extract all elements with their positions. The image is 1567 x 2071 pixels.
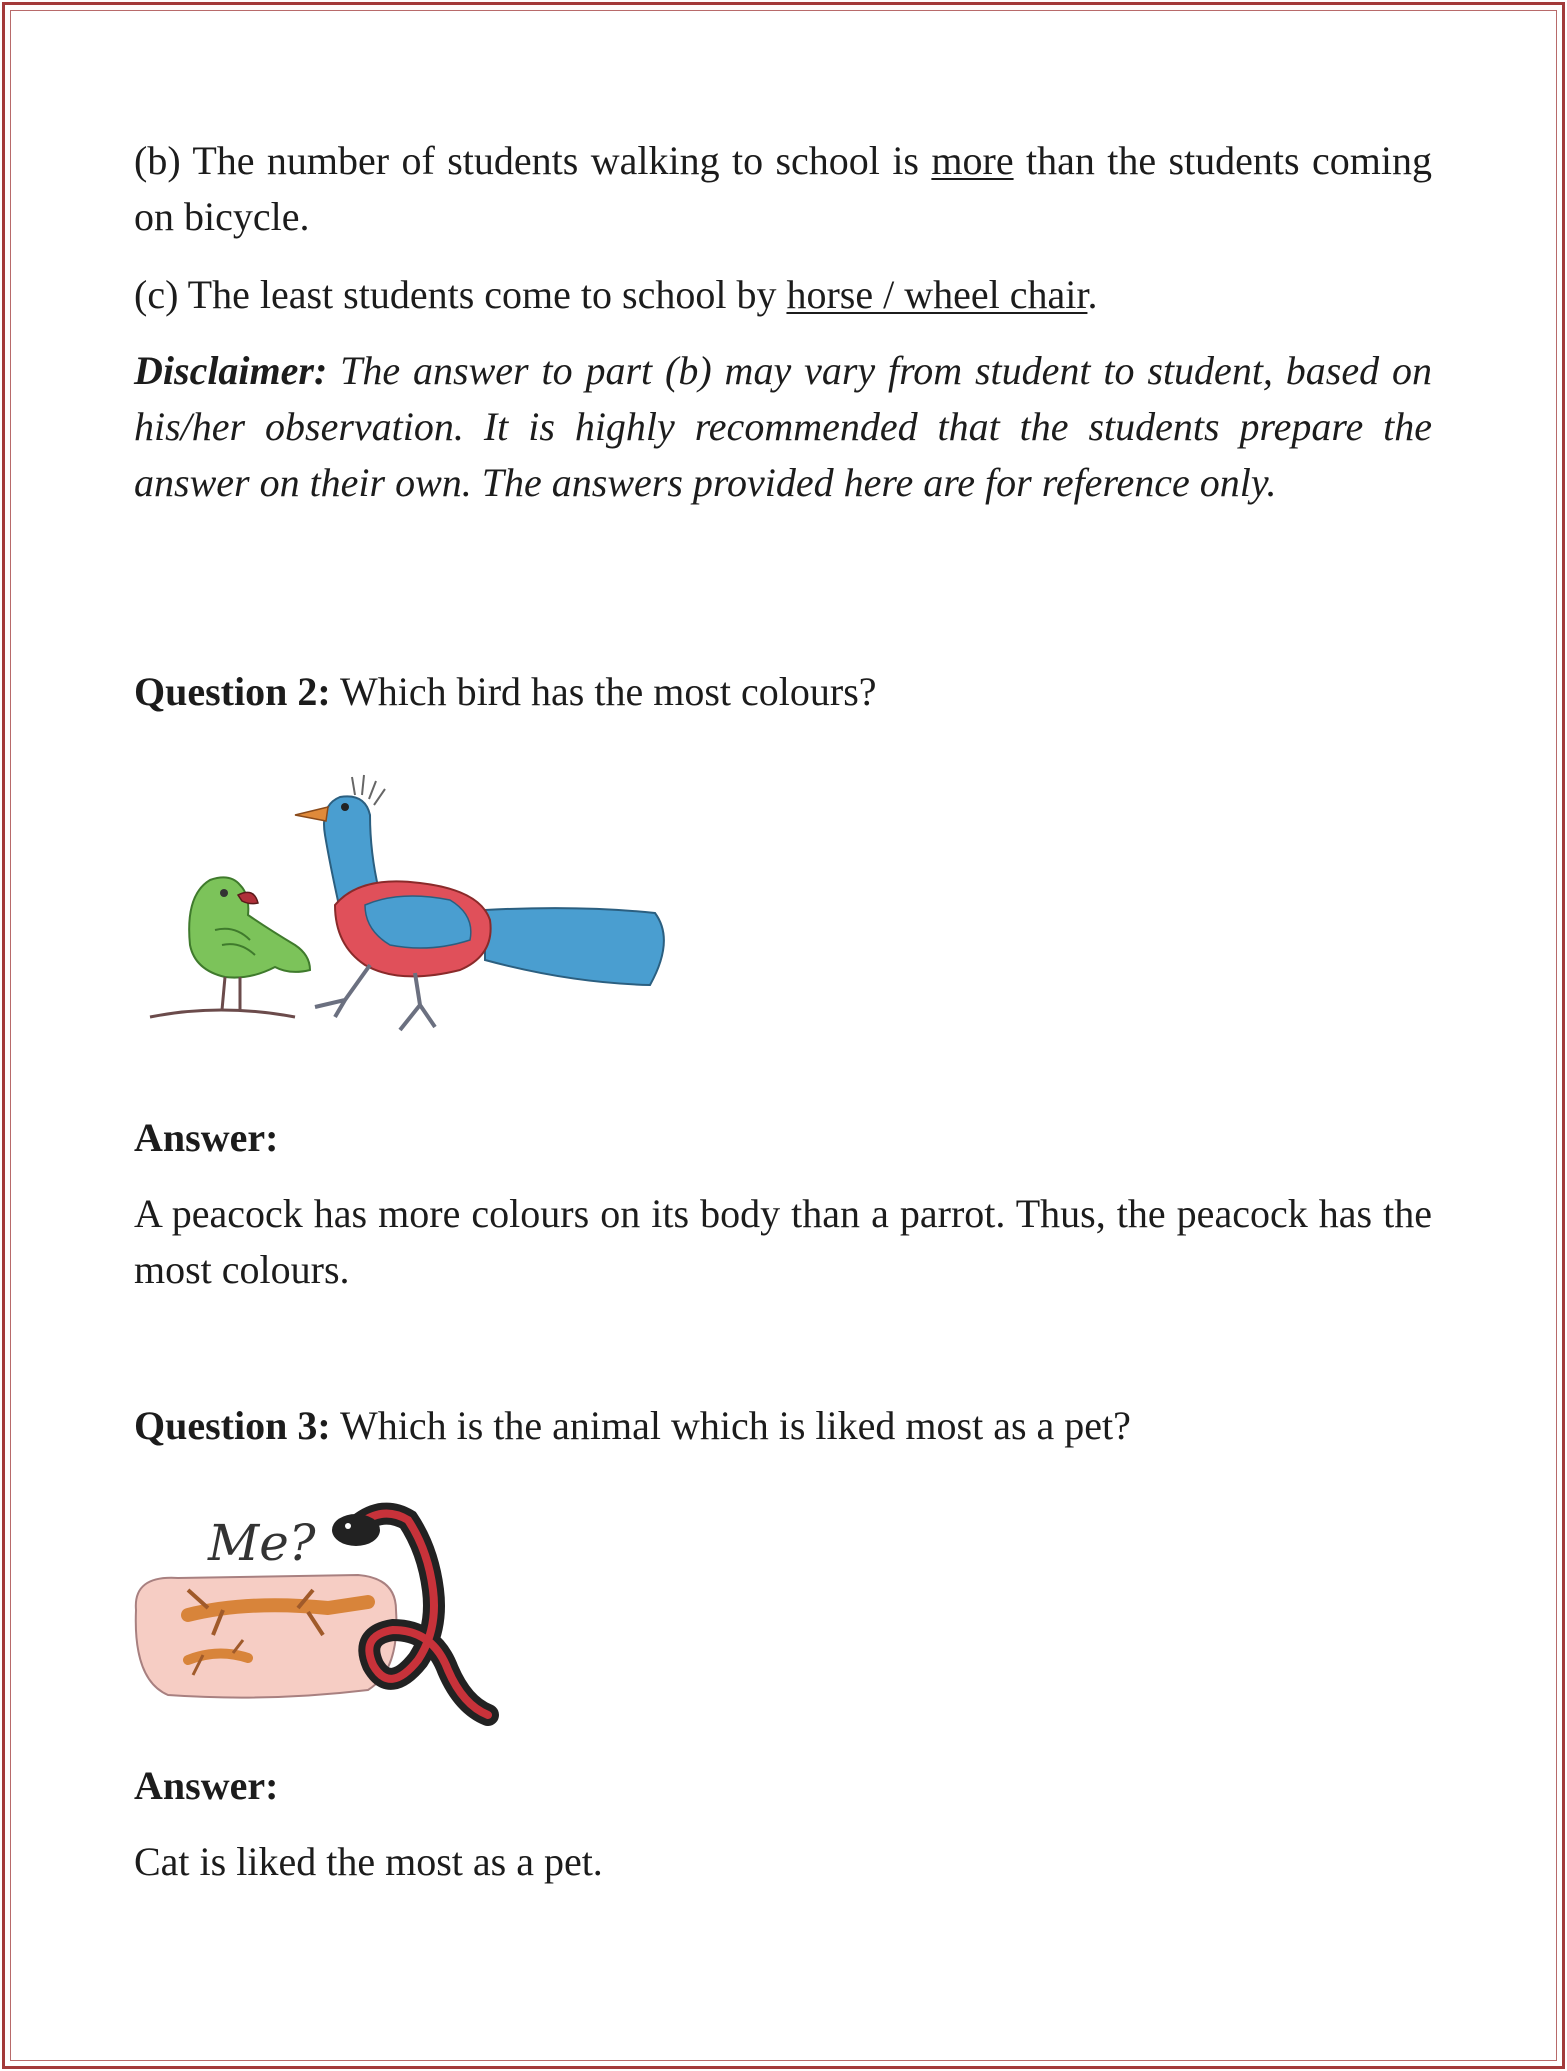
disclaimer-label: Disclaimer: [134, 348, 328, 393]
part-c-answer: (c) The least students come to school by horse / wheel chair. [134, 272, 1098, 317]
question-2-text: Which bird has the most colours? [330, 669, 877, 714]
disclaimer-text: The answer to part (b) may vary from student to student, based on his/her observation. It is highly recommended that the students prepare the answer on their own. The answers provided here are for reference only. [134, 348, 1432, 505]
part-b-answer: (b) The number of students walking to school is more than the students coming on bicycle. [134, 138, 1432, 239]
part-b-blank: more [931, 138, 1014, 183]
question-3-label: Question 3: [134, 1403, 331, 1448]
question-2-label: Question 2: [134, 669, 331, 714]
answer-2-label: Answer: [134, 1115, 279, 1160]
lizards-box-image [136, 1575, 397, 1698]
birds-illustration [130, 755, 670, 1045]
parrot-image [150, 877, 310, 1017]
question-2 [134, 664, 1432, 720]
peacock-image [295, 775, 664, 1030]
answer-3-text: Cat is liked the most as a pet. [134, 1839, 603, 1884]
disclaimer [134, 343, 1432, 511]
answer-2-text: A peacock has more colours on its body than a parrot. Thus, the peacock has the most colours. [134, 1191, 1432, 1292]
answer-3-label: Answer: [134, 1763, 279, 1808]
question-3-text: Which is the animal which is liked most as a pet? [330, 1403, 1131, 1448]
question-3 [134, 1398, 1432, 1454]
part-c-blank: horse / wheel chair [786, 272, 1088, 317]
pets-illustration [128, 1490, 568, 1730]
speech-text: Me? [208, 1514, 316, 1572]
